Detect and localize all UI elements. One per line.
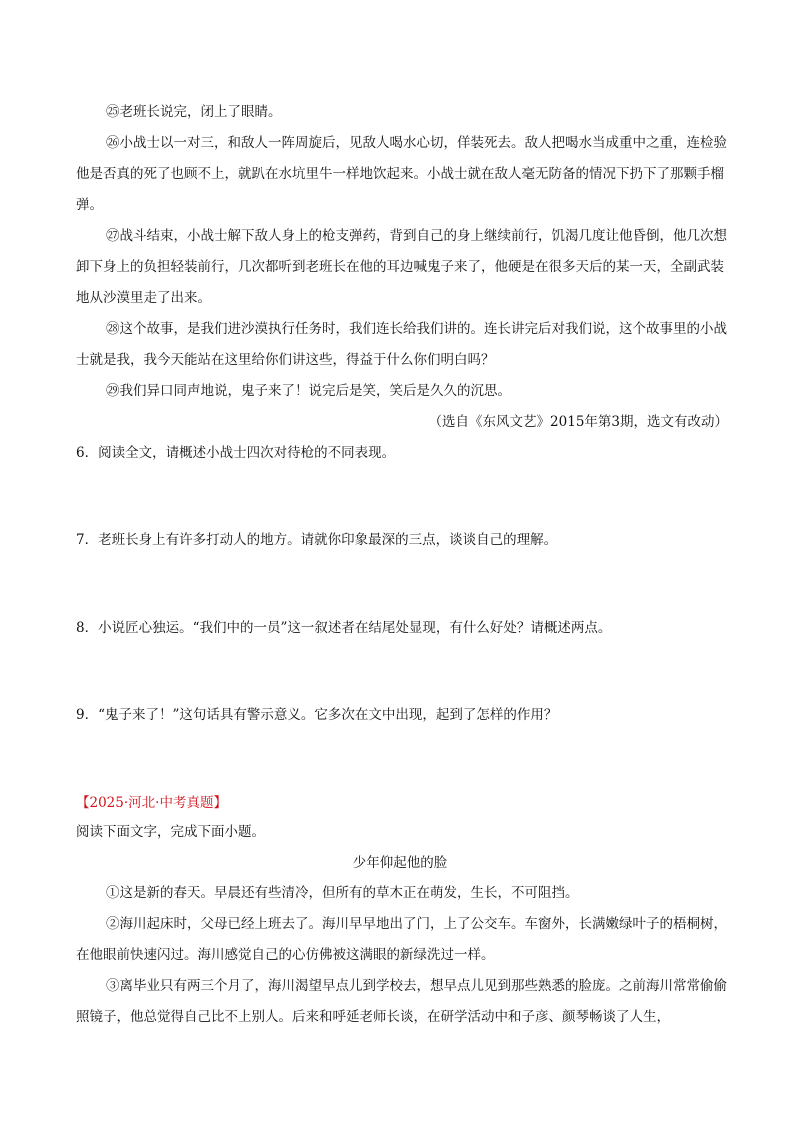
- question-8: 8．小说匠心独运。“我们中的一员”这一叙述者在结尾处显现，有什么好处？请概述两点。: [76, 620, 612, 636]
- article-paragraph-3: ③离毕业只有两三个月了，海川渴望早点儿到学校去，想早点儿见到那些熟悉的脸庞。之前海川常常偷偷照镜子，他总觉得自己比不上别人。后来和呼延老师长谈，在研学活动中和子彦、颜琴畅谈了人生，: [76, 978, 727, 1025]
- article-paragraph-1: ①这是新的春天。早晨还有些清冷，但所有的草木正在萌发，生长，不可阻挡。: [106, 885, 579, 901]
- article-paragraph-2: ②海川起床时，父母已经上班去了。海川早早地出了门，上了公交车。车窗外，长满嫩绿叶子的梧桐树，在他眼前快速闪过。海川感觉自己的心仿佛被这满眼的新绿洗过一样。: [76, 916, 727, 963]
- exam-source-tag: 【2025·河北·中考真题】: [76, 795, 227, 811]
- paragraph-29: ㉙我们异口同声地说，鬼子来了！说完后是笑，笑后是久久的沉思。: [106, 383, 511, 399]
- source-citation: （选自《东风文艺》2015年第3期，选文有改动）: [428, 414, 728, 430]
- question-7: 7．老班长身上有许多打动人的地方。请就你印象最深的三点，谈谈自己的理解。: [76, 532, 558, 548]
- reading-instruction: 阅读下面文字，完成下面小题。: [76, 824, 265, 840]
- paragraph-25: ㉕老班长说完，闭上了眼睛。: [106, 104, 282, 120]
- question-9: 9．“鬼子来了！”这句话具有警示意义。它多次在文中出现，起到了怎样的作用？: [76, 707, 558, 723]
- question-6: 6．阅读全文，请概述小战士四次对待枪的不同表现。: [76, 445, 396, 461]
- paragraph-27: ㉗战斗结束，小战士解下敌人身上的枪支弹药，背到自己的身上继续前行，饥渴几度让他昏倒，他几次想卸下身上的负担轻装前行，几次都听到老班长在他的耳边喊鬼子来了，他硬是在很多天后的某一天，全副武装地从沙漠里走了出来。: [76, 228, 727, 306]
- article-title: 少年仰起他的脸: [352, 855, 448, 871]
- paragraph-28: ㉘这个故事，是我们进沙漠执行任务时，我们连长给我们讲的。连长讲完后对我们说，这个故事里的小战士就是我，我今天能站在这里给你们讲这些，得益于什么你们明白吗？: [76, 321, 727, 368]
- paragraph-26: ㉖小战士以一对三，和敌人一阵周旋后，见敌人喝水心切，佯装死去。敌人把喝水当成重中之重，连检验他是否真的死了也顾不上，就趴在水坑里牛一样地饮起来。小战士就在敌人毫无防备的情况下扔下了那颗手榴弹。: [76, 135, 727, 213]
